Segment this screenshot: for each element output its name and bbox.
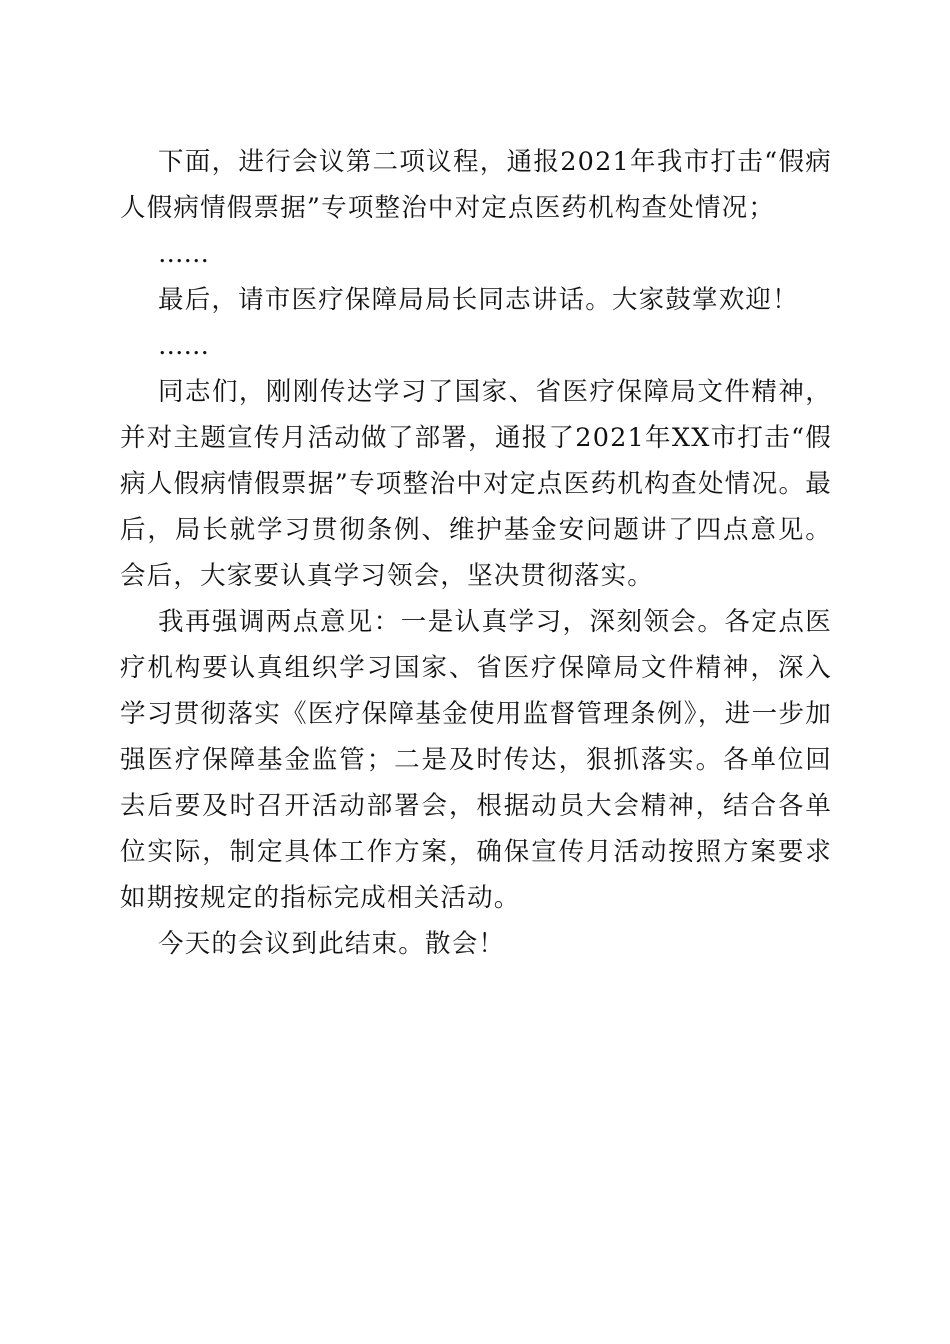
ellipsis-line: …… xyxy=(158,331,209,361)
paragraph-two-points: 我再强调两点意见：一是认真学习，深刻领会。各定点医疗机构要认真组织学习国家、省医疗保障局文件精神，深入学习贯彻落实《医疗保障基金使用监督管理条例》，进一步加强医疗保障基金监管；二是及时传达，狠抓落实。各单位回去后要及时召开活动部署会，根据动员大会精神，结合各单位实际，制定具体工作方案，确保宣传月活动按照方案要求如期按规定的指标完成相关活动。 xyxy=(120,607,832,913)
ellipsis-line: …… xyxy=(158,239,209,269)
paragraph-summary: 同志们，刚刚传达学习了国家、省医疗保障局文件精神，并对主题宣传月活动做了部署，通报了2021年XX市打击“假病人假病情假票据”专项整治中对定点医药机构查处情况。最后，局长就学习贯彻条例、维护基金安问题讲了四点意见。会后，大家要认真学习领会，坚决贯彻落实。 xyxy=(120,377,832,591)
paragraph-closing: 今天的会议到此结束。散会！ xyxy=(158,929,506,959)
paragraph-director-speech-intro: 最后，请市医疗保障局局长同志讲话。大家鼓掌欢迎！ xyxy=(158,285,799,315)
paragraph-agenda-item-two: 下面，进行会议第二项议程，通报2021年我市打击“假病人假病情假票据”专项整治中对定点医药机构查处情况； xyxy=(120,147,832,223)
document-body xyxy=(120,139,832,967)
